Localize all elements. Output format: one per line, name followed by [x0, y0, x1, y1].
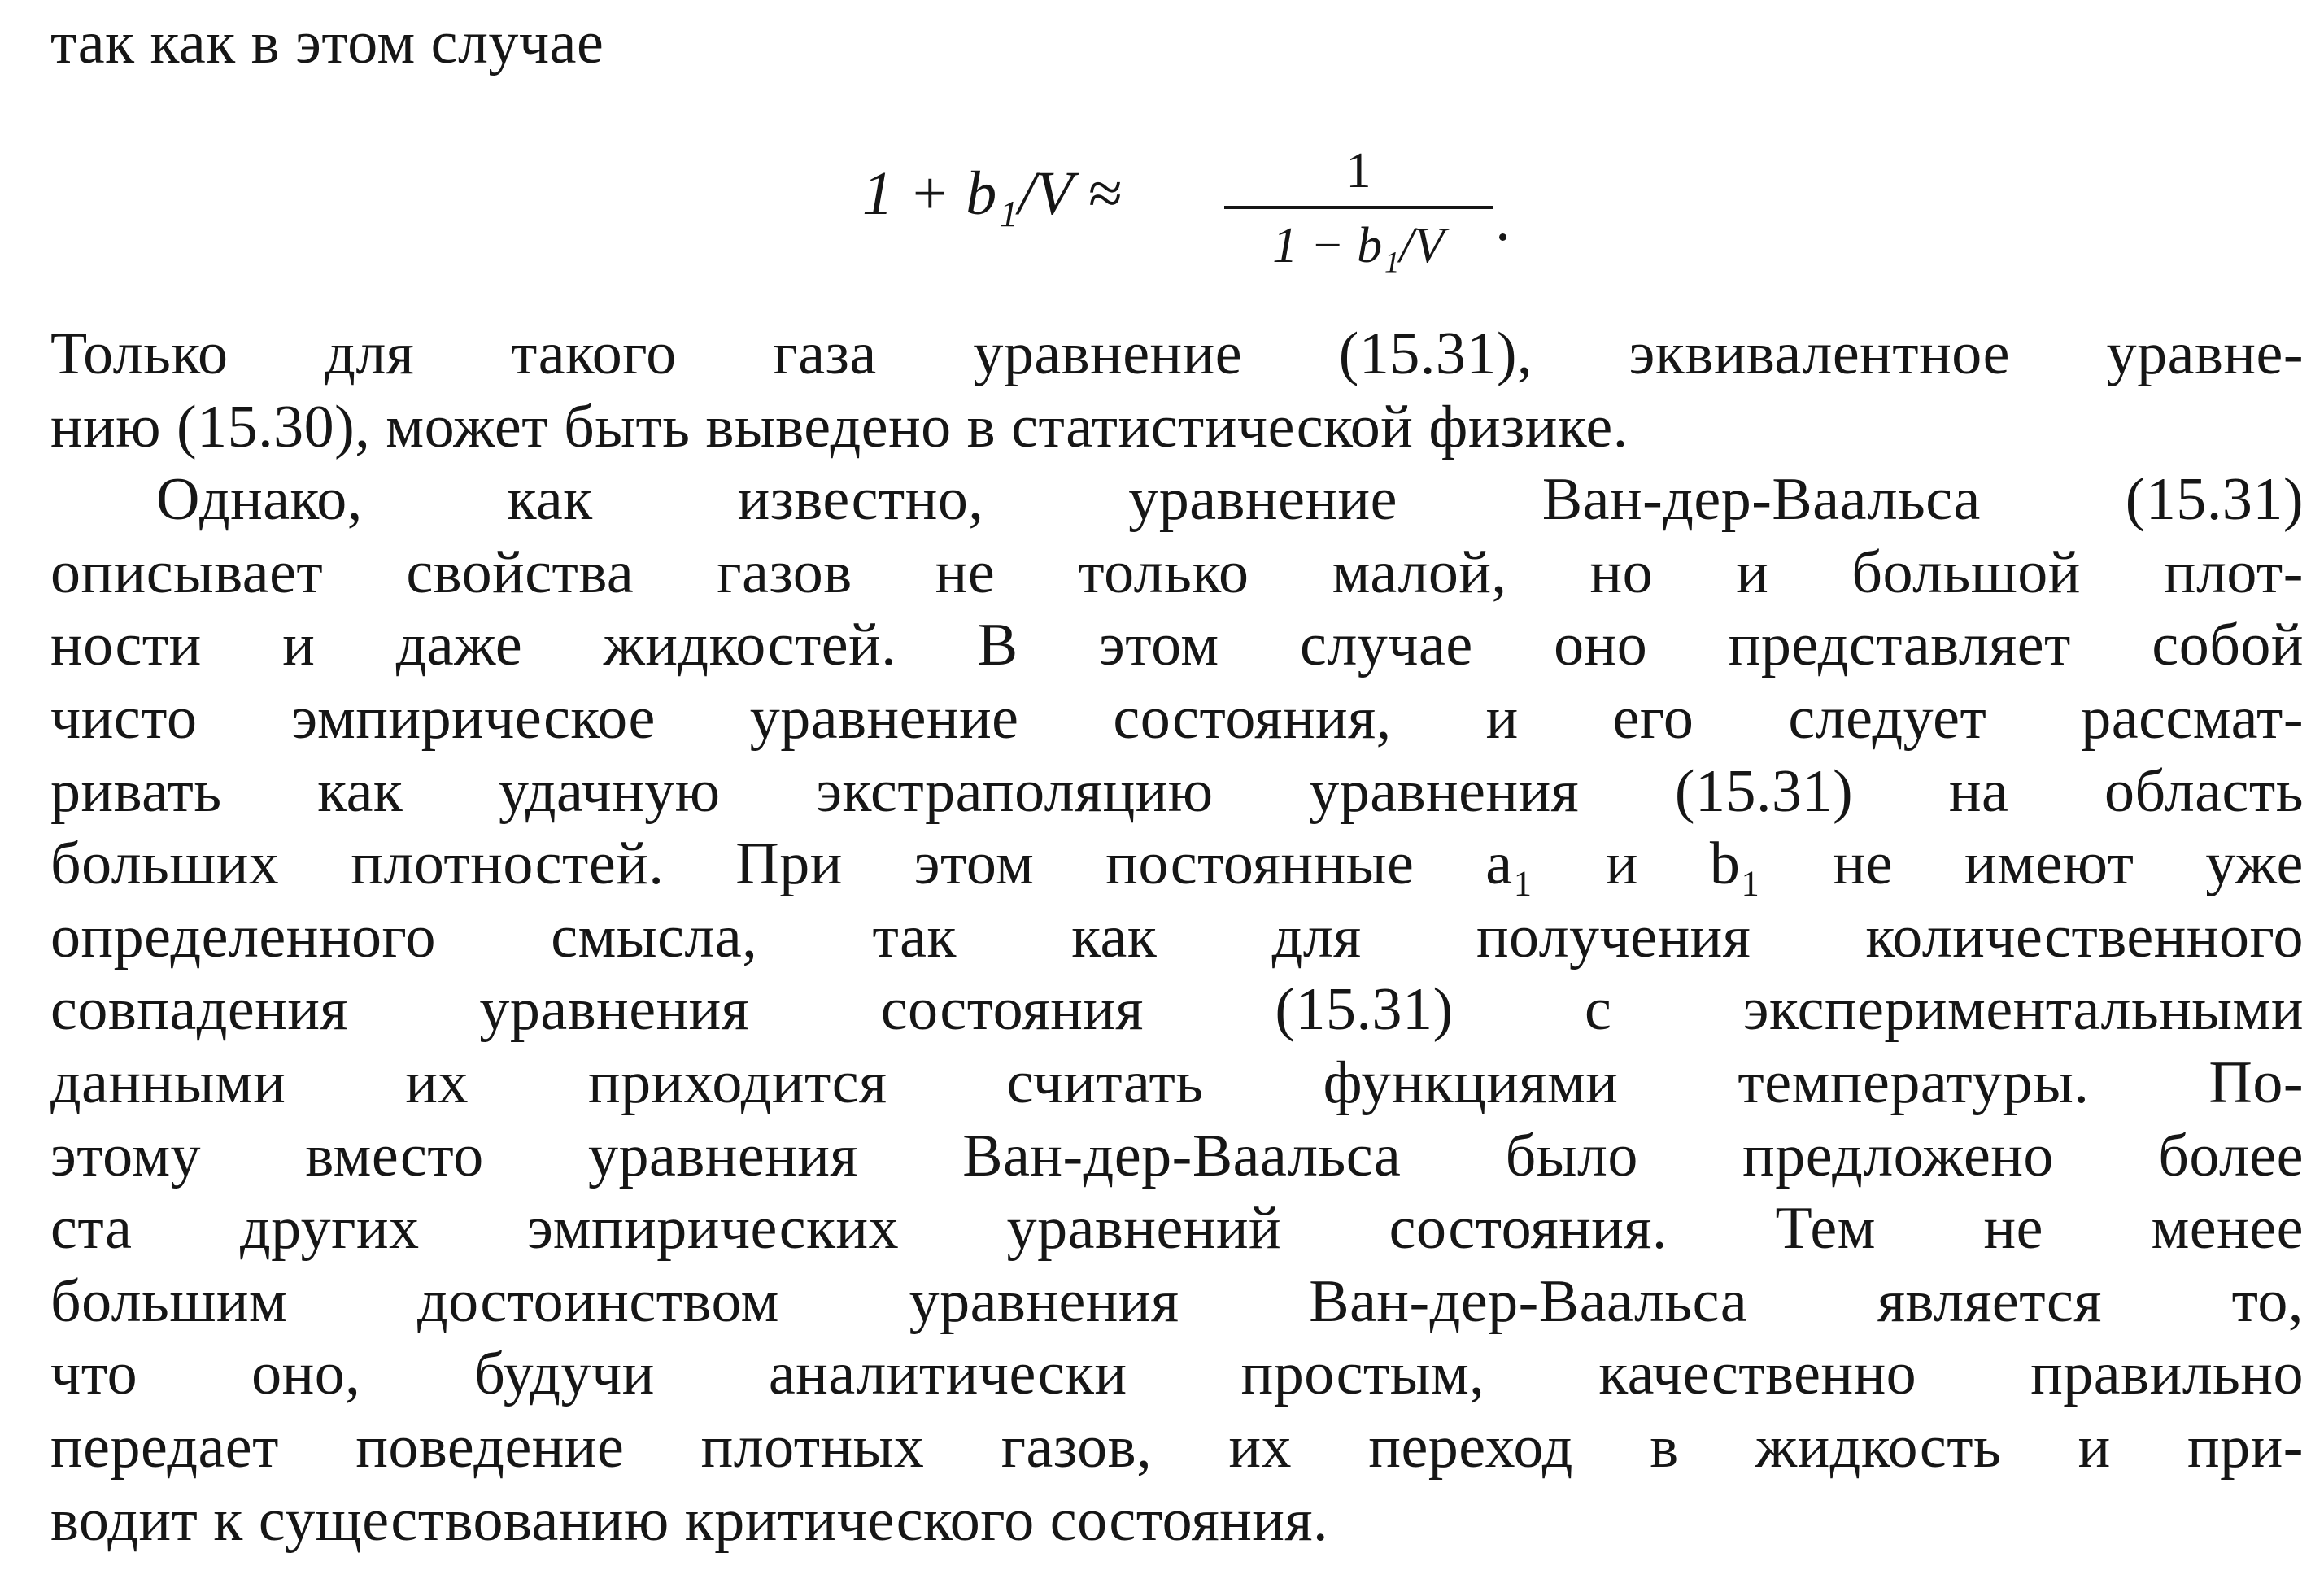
text-line: Только для такого газа уравнение (15.31), эквивалентное уравне- [50, 321, 2304, 387]
text-line: ста других эмпирических уравнений состояния. Тем не менее [50, 1195, 2304, 1263]
text-line: нию (15.30), может быть выведено в статистической физике. [50, 393, 1629, 460]
fraction-numerator: 1 [1345, 143, 1371, 198]
text-line: передает поведение плотных газов, их переход в жидкость и при- [50, 1414, 2304, 1481]
fraction-denominator: 1 − b₁/V [1272, 218, 1445, 273]
text-line: совпадения уравнения состояния (15.31) с экспериментальными [50, 976, 2304, 1044]
text-line: ности и даже жидкостей. В этом случае оно представляет собой [50, 612, 2304, 679]
text-line: больших плотностей. При этом постоянные a₁ и b₁ не имеют уже [50, 831, 2304, 898]
intro-line: так как в этом случае [50, 10, 604, 76]
equation-period: . [1495, 185, 1511, 254]
text-line: что оно, будучи аналитически простым, качественно правильно [50, 1341, 2304, 1408]
text-line: этому вместо уравнения Ван-дер-Ваальса было предложено более [50, 1122, 2304, 1189]
text-line: Однако, как известно, уравнение Ван-дер-Ваальса (15.31) [156, 466, 2304, 534]
text-line: определенного смысла, так как для получения количественного [50, 903, 2304, 971]
text-line: описывает свойства газов не только малой, но и большой плот- [50, 539, 2304, 606]
text-line: чисто эмпирическое уравнение состояния, и его следует рассмат- [50, 685, 2304, 752]
text-line: ривать как удачную экстраполяцию уравнения (15.31) на область [50, 757, 2304, 825]
equation-approximation [862, 142, 1513, 273]
text-line: большим достоинством уравнения Ван-дер-Ваальса является то, [50, 1267, 2304, 1335]
text-line: водит к существованию критического состояния. [50, 1486, 1329, 1554]
equation-lhs: 1 + b₁/V ≈ [862, 159, 1122, 228]
text-line: данными их приходится считать функциями температуры. По- [50, 1049, 2304, 1116]
fraction-bar [1224, 206, 1493, 209]
